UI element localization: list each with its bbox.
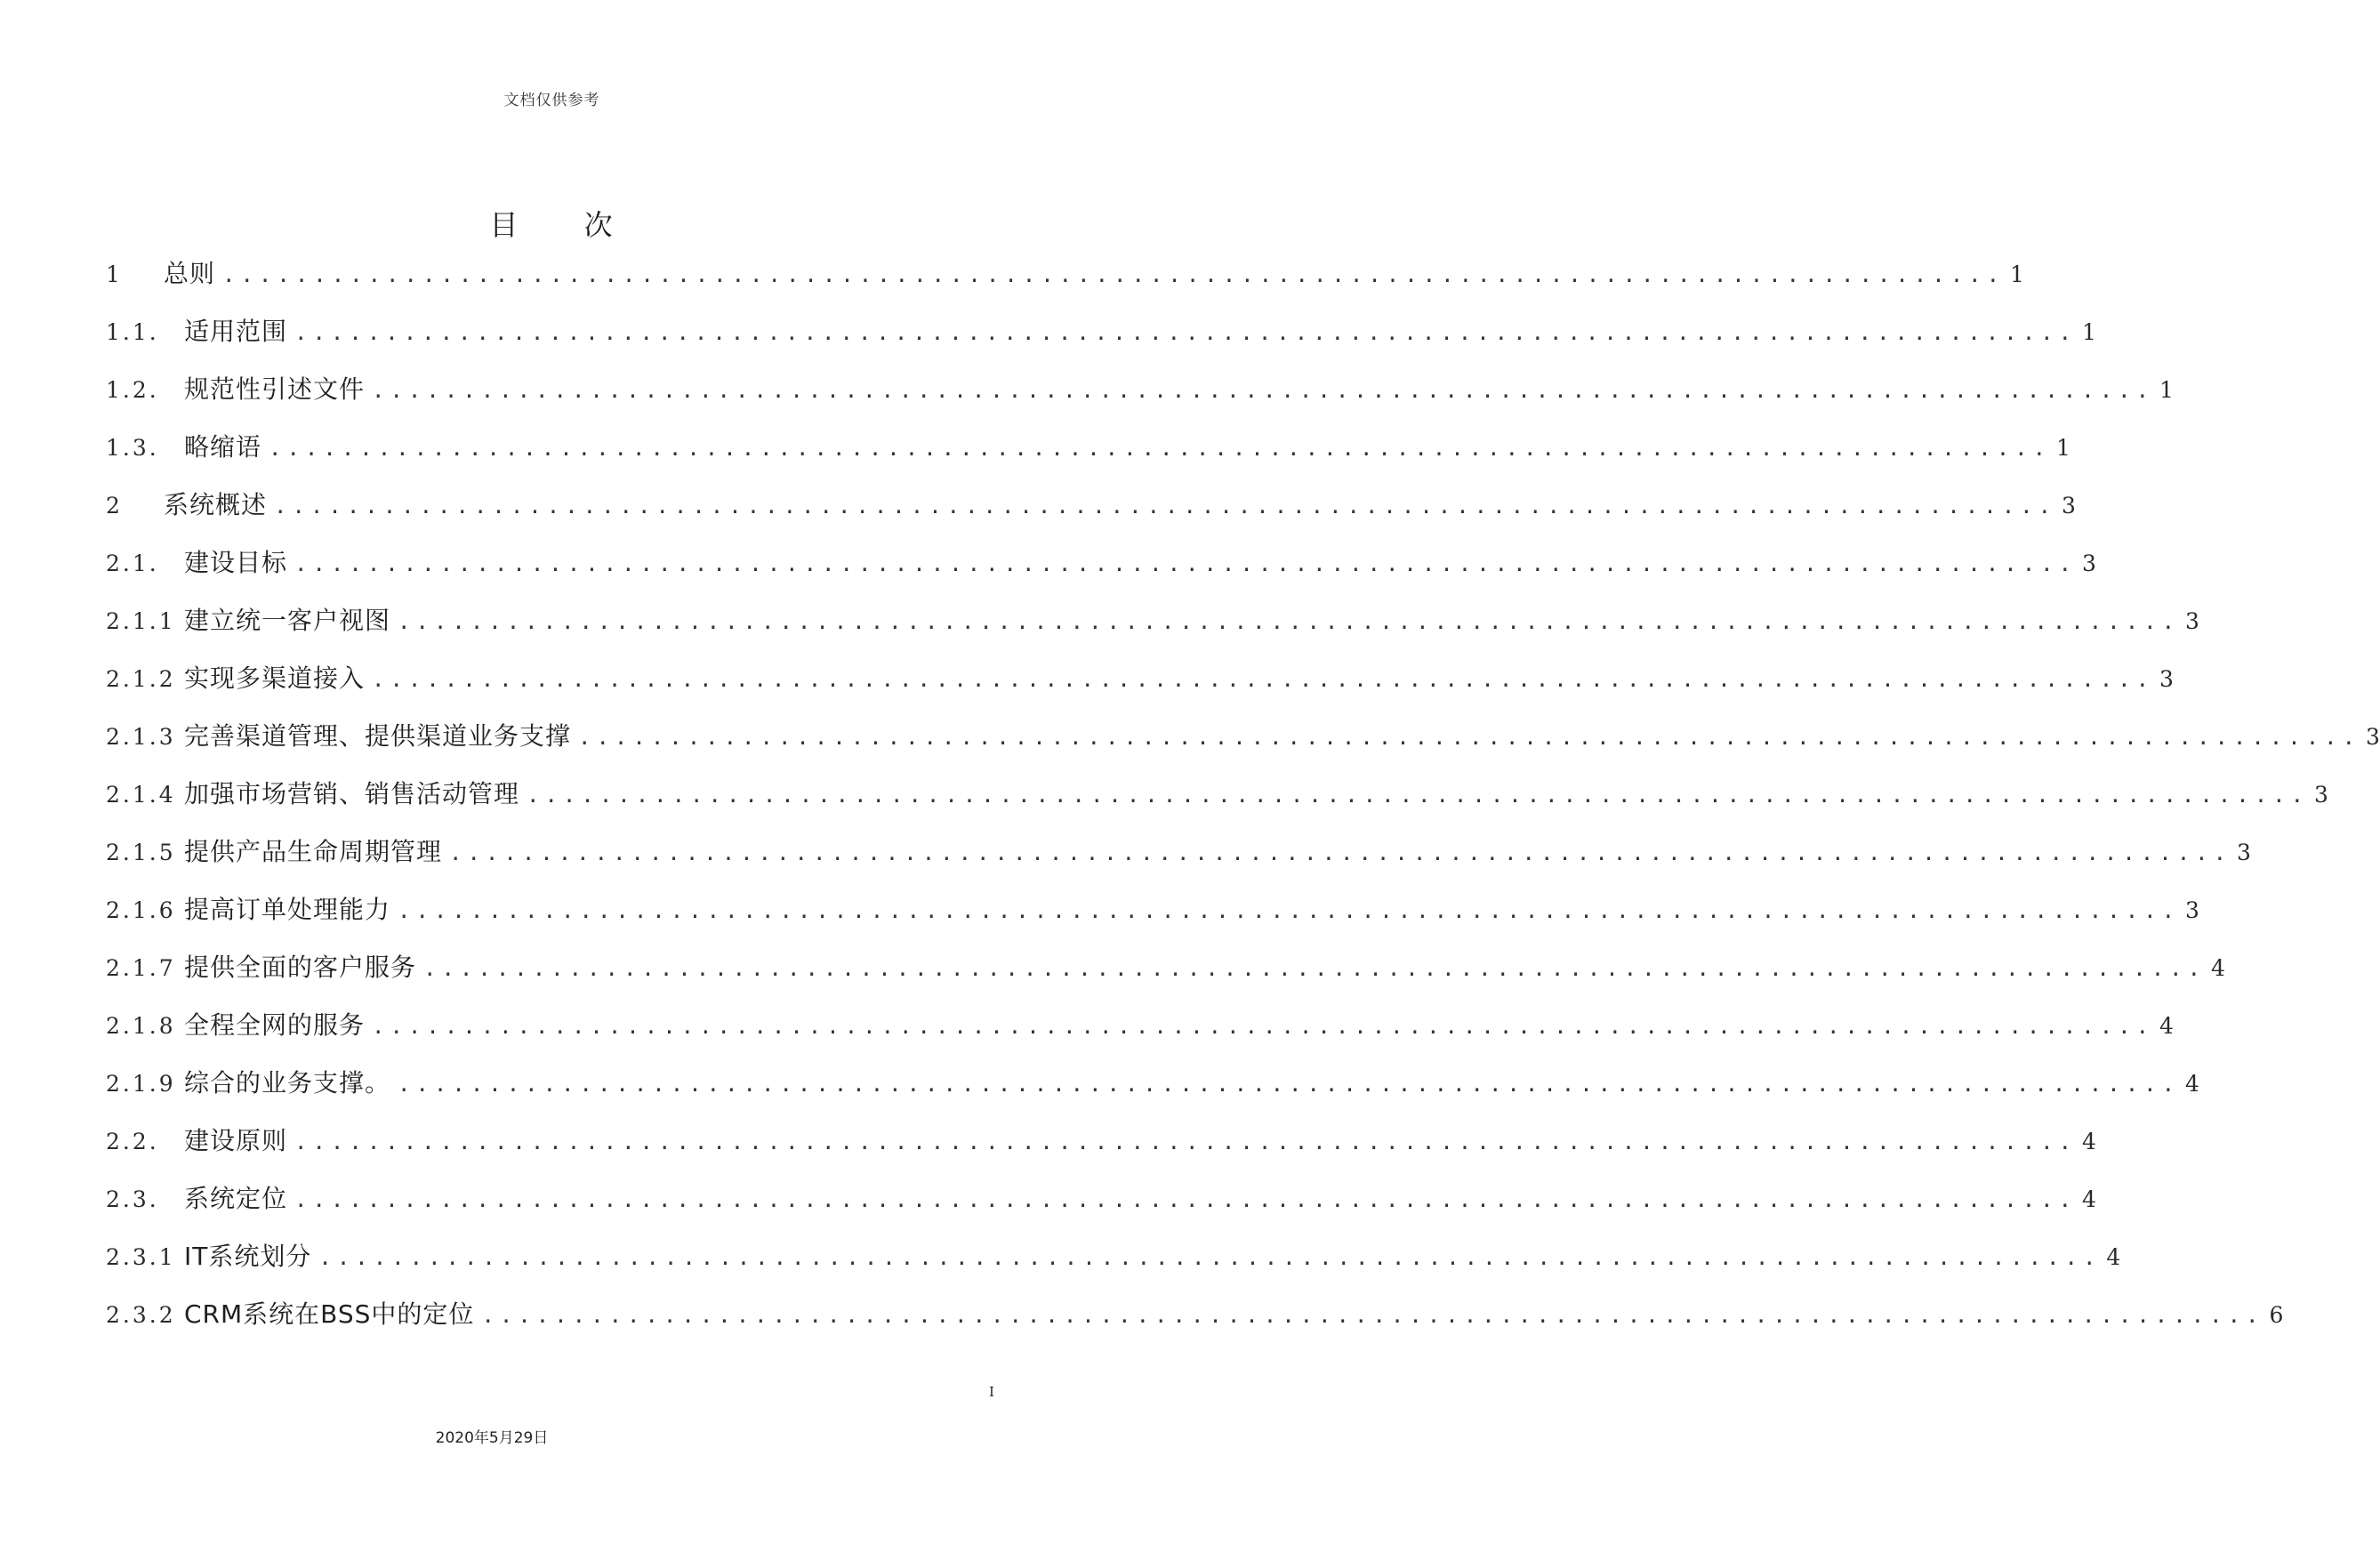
toc-entry-number: 1.1. bbox=[106, 319, 159, 345]
page-number: I bbox=[989, 1384, 994, 1400]
toc-entry-number: 2.1.9 bbox=[106, 1071, 176, 1097]
toc-entry-title: 总则 bbox=[164, 259, 216, 288]
header-note: 文档仅供参考 bbox=[503, 92, 600, 109]
toc-entry-title: 建设目标 bbox=[184, 548, 288, 577]
toc-entry-title: 规范性引述文件 bbox=[184, 374, 366, 404]
toc-entry-number: 2.3. bbox=[106, 1186, 159, 1212]
toc-entry-page: 3 bbox=[2062, 493, 2076, 519]
toc-entry-page: 3 bbox=[2185, 608, 2199, 634]
toc-entry-page: 3 bbox=[2314, 782, 2328, 808]
toc-dot-leader: .................................................................................................. bbox=[222, 262, 2006, 287]
toc-entry-page: 4 bbox=[2211, 955, 2225, 981]
toc-entry-page: 1 bbox=[2010, 261, 2024, 287]
toc-entry[interactable] bbox=[106, 948, 2225, 1006]
toc-entry-page: 3 bbox=[2366, 724, 2380, 750]
toc-entry[interactable] bbox=[106, 832, 2251, 890]
toc-entry-title: 提高订单处理能力 bbox=[184, 895, 391, 924]
toc-entry-page: 3 bbox=[2185, 897, 2199, 923]
toc-entry-title: 综合的业务支撑。 bbox=[184, 1068, 391, 1098]
toc-entry-number: 2 bbox=[106, 493, 123, 519]
toc-dot-leader: .................................................................................................. bbox=[318, 1245, 2102, 1270]
toc-entry[interactable] bbox=[106, 486, 2076, 543]
toc-entry[interactable] bbox=[106, 1295, 2284, 1353]
toc-entry-page: 3 bbox=[2237, 840, 2251, 865]
toc-entry-page: 3 bbox=[2159, 666, 2174, 692]
toc-entry-number: 2.1.1 bbox=[106, 608, 176, 634]
toc-title: 目 次 bbox=[489, 208, 615, 242]
toc-entry[interactable] bbox=[106, 1064, 2199, 1122]
toc-entry-page: 4 bbox=[2159, 1013, 2174, 1039]
toc-entry[interactable] bbox=[106, 428, 2070, 486]
toc-entry[interactable] bbox=[106, 254, 2024, 312]
toc-dot-leader: .................................................................................................. bbox=[294, 320, 2078, 345]
toc-entry-title: 提供产品生命周期管理 bbox=[184, 837, 443, 866]
toc-entry[interactable] bbox=[106, 717, 2380, 775]
toc-entry-page: 4 bbox=[2106, 1244, 2121, 1270]
toc-dot-leader: .................................................................................................. bbox=[481, 1303, 2264, 1328]
toc-entry-number: 2.1.3 bbox=[106, 724, 176, 750]
toc-dot-leader: .................................................................................................. bbox=[294, 1130, 2078, 1154]
toc-entry[interactable] bbox=[106, 659, 2174, 717]
toc-entry-number: 1.3. bbox=[106, 435, 159, 461]
toc-entry[interactable] bbox=[106, 370, 2174, 428]
toc-entry-number: 2.1.8 bbox=[106, 1013, 176, 1039]
toc-entry-number: 2.2. bbox=[106, 1129, 159, 1154]
toc-dot-leader: .................................................................................................. bbox=[449, 840, 2232, 865]
toc-dot-leader: .................................................................................................. bbox=[294, 1187, 2078, 1212]
toc-entry-title: 建设原则 bbox=[184, 1126, 288, 1155]
toc-dot-leader: .................................................................................................. bbox=[274, 494, 2057, 519]
toc-entry-number: 2.1.7 bbox=[106, 955, 176, 981]
toc-entry[interactable] bbox=[106, 1179, 2096, 1237]
toc-entry-title: 加强市场营销、销售活动管理 bbox=[184, 779, 520, 808]
toc-entry-number: 1.2. bbox=[106, 377, 159, 403]
toc-dot-leader: .................................................................................................. bbox=[372, 378, 2155, 403]
toc-entry-title: 实现多渠道接入 bbox=[184, 663, 366, 693]
toc-dot-leader: .................................................................................................. bbox=[398, 898, 2181, 923]
toc-entry-title: 全程全网的服务 bbox=[184, 1010, 366, 1040]
toc-entry-number: 2.1.2 bbox=[106, 666, 176, 692]
toc-entry[interactable] bbox=[106, 1122, 2096, 1179]
toc-entry-title: IT系统划分 bbox=[184, 1242, 312, 1271]
toc-entry-page: 6 bbox=[2269, 1302, 2284, 1328]
toc-list bbox=[106, 254, 2380, 1353]
toc-dot-leader: .................................................................................................. bbox=[527, 783, 2310, 808]
toc-entry-page: 1 bbox=[2082, 319, 2096, 345]
toc-entry-title: 建立统一客户视图 bbox=[184, 606, 391, 635]
toc-entry-number: 2.1.6 bbox=[106, 897, 176, 923]
toc-entry[interactable] bbox=[106, 890, 2199, 948]
footer-date: 2020年5月29日 bbox=[435, 1429, 549, 1447]
toc-entry[interactable] bbox=[106, 775, 2328, 832]
toc-entry-title: CRM系统在BSS中的定位 bbox=[184, 1299, 475, 1329]
toc-entry-number: 1 bbox=[106, 261, 123, 287]
toc-entry-number: 2.3.2 bbox=[106, 1302, 176, 1328]
toc-entry-page: 4 bbox=[2185, 1071, 2199, 1097]
toc-entry-page: 1 bbox=[2056, 435, 2070, 461]
toc-entry-page: 3 bbox=[2082, 551, 2096, 576]
toc-entry[interactable] bbox=[106, 543, 2096, 601]
toc-entry-number: 2.1. bbox=[106, 551, 159, 576]
toc-entry[interactable] bbox=[106, 601, 2199, 659]
toc-dot-leader: .................................................................................................. bbox=[372, 667, 2155, 692]
toc-entry-title: 完善渠道管理、提供渠道业务支撑 bbox=[184, 721, 572, 751]
toc-entry-page: 4 bbox=[2082, 1129, 2096, 1154]
toc-entry-page: 4 bbox=[2082, 1186, 2096, 1212]
toc-entry-title: 系统概述 bbox=[164, 490, 268, 519]
toc-entry-title: 适用范围 bbox=[184, 317, 288, 346]
toc-entry[interactable] bbox=[106, 1237, 2121, 1295]
toc-entry[interactable] bbox=[106, 312, 2096, 370]
toc-dot-leader: .................................................................................................. bbox=[398, 1072, 2181, 1097]
toc-entry-title: 略缩语 bbox=[184, 432, 262, 462]
toc-dot-leader: .................................................................................................. bbox=[294, 551, 2078, 576]
toc-entry-number: 2.1.5 bbox=[106, 840, 176, 865]
toc-dot-leader: .................................................................................................. bbox=[269, 436, 2052, 461]
toc-entry[interactable] bbox=[106, 1006, 2174, 1064]
toc-entry-number: 2.3.1 bbox=[106, 1244, 176, 1270]
toc-entry-page: 1 bbox=[2159, 377, 2174, 403]
toc-dot-leader: .................................................................................................. bbox=[398, 609, 2181, 634]
toc-dot-leader: .................................................................................................. bbox=[578, 725, 2361, 750]
toc-dot-leader: .................................................................................................. bbox=[372, 1014, 2155, 1039]
toc-dot-leader: .................................................................................................. bbox=[423, 956, 2207, 981]
toc-entry-title: 提供全面的客户服务 bbox=[184, 953, 417, 982]
toc-entry-number: 2.1.4 bbox=[106, 782, 176, 808]
toc-entry-title: 系统定位 bbox=[184, 1184, 288, 1213]
